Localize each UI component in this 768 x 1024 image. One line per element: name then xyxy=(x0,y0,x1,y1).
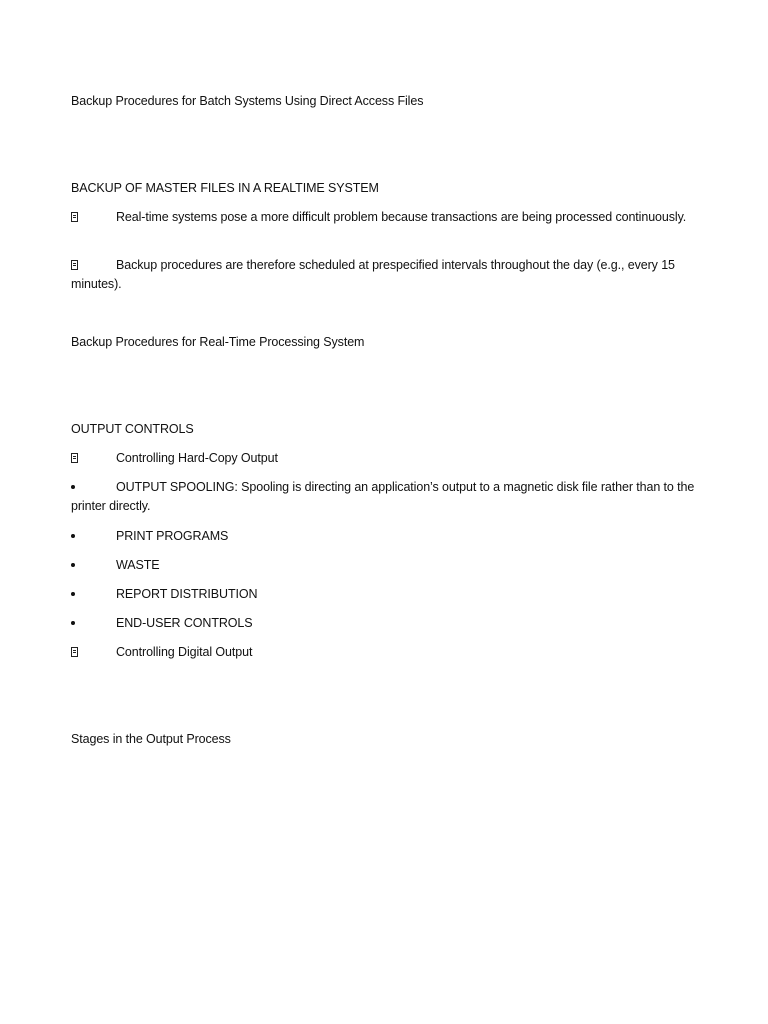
heading-output-controls: OUTPUT CONTROLS xyxy=(71,422,194,436)
output-item-digital-output-text: Controlling Digital Output xyxy=(116,645,253,659)
heading-master-files: BACKUP OF MASTER FILES IN A REALTIME SYSTEM xyxy=(71,181,379,195)
bullet-dot-icon xyxy=(71,556,116,575)
output-item-spooling-text: OUTPUT SPOOLING: Spooling is directing an application’s output to a magnetic disk file rather than to the printer directly. xyxy=(71,480,695,513)
bullet-dot-icon xyxy=(71,614,116,633)
heading-realtime-backup: Backup Procedures for Real-Time Processing System xyxy=(71,335,365,349)
box-marker-icon xyxy=(71,449,116,468)
output-item-hard-copy xyxy=(71,449,278,468)
master-file-point-1-text: Real-time systems pose a more difficult problem because transactions are being processed continuously. xyxy=(116,210,687,224)
box-marker-icon xyxy=(71,256,116,275)
master-file-point-1 xyxy=(71,208,701,227)
bullet-dot-icon xyxy=(71,585,116,604)
output-item-print-programs xyxy=(71,527,228,546)
master-file-point-2 xyxy=(71,256,701,294)
box-marker-icon xyxy=(71,208,116,227)
bullet-dot-icon xyxy=(71,478,116,497)
master-file-point-2-text: Backup procedures are therefore scheduled at prespecified intervals throughout the day (e.g., every 15 minutes). xyxy=(71,258,675,291)
output-item-hard-copy-text: Controlling Hard-Copy Output xyxy=(116,451,278,465)
output-item-report-distribution xyxy=(71,585,257,604)
output-item-report-distribution-text: REPORT DISTRIBUTION xyxy=(116,587,258,601)
heading-stages: Stages in the Output Process xyxy=(71,732,231,746)
bullet-dot-icon xyxy=(71,527,116,546)
heading-batch-backup: Backup Procedures for Batch Systems Using Direct Access Files xyxy=(71,94,424,108)
output-item-waste xyxy=(71,556,159,575)
output-item-end-user-controls-text: END-USER CONTROLS xyxy=(116,616,253,630)
box-marker-icon xyxy=(71,643,116,662)
output-item-waste-text: WASTE xyxy=(116,558,160,572)
output-item-digital-output xyxy=(71,643,252,662)
output-item-end-user-controls xyxy=(71,614,253,633)
output-item-spooling xyxy=(71,478,701,516)
output-item-print-programs-text: PRINT PROGRAMS xyxy=(116,529,229,543)
